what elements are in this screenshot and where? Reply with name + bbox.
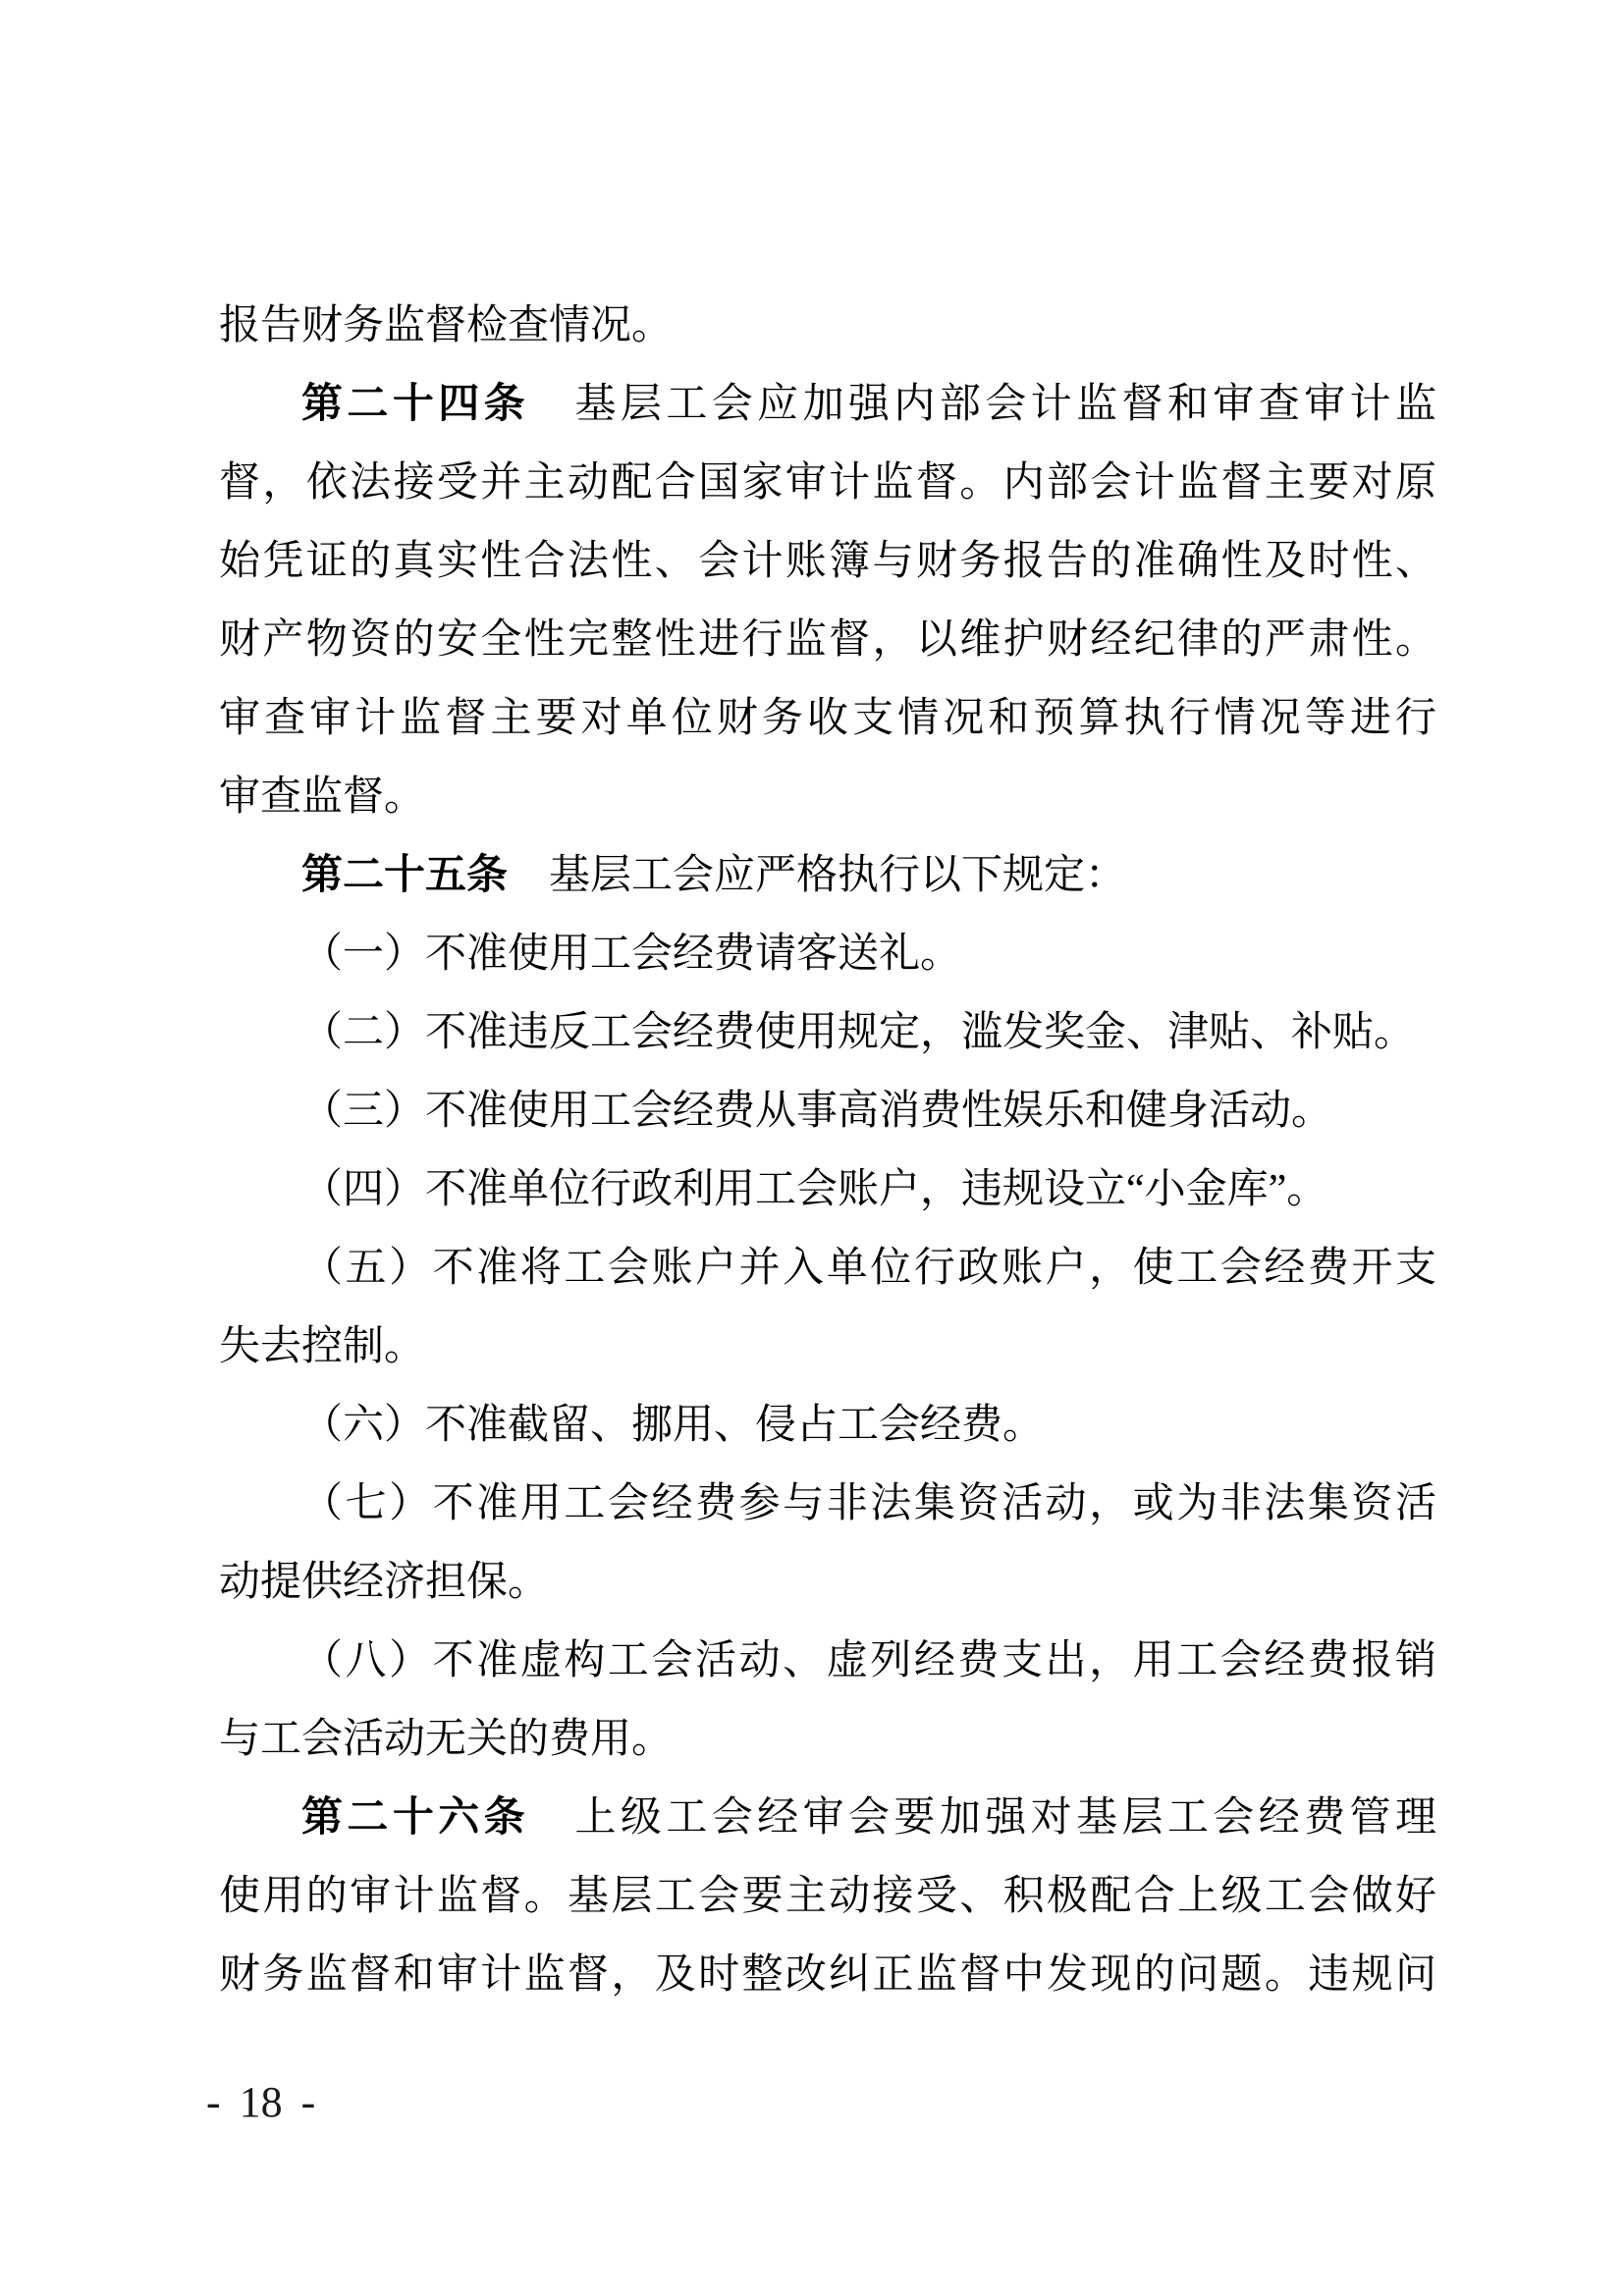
text-line <box>219 444 1436 522</box>
text-line <box>219 1543 1436 1622</box>
text-line <box>219 1465 1436 1543</box>
article-number: 第二十六条 <box>301 1795 530 1841</box>
text-line <box>219 1857 1436 1936</box>
line-text: 基层工会应严格执行以下规定： <box>508 853 1127 898</box>
page-number: - 18 - <box>206 2078 316 2126</box>
line-text: 上级工会经审会要加强对基层工会经费管理 <box>529 1795 1436 1841</box>
text-line <box>219 1700 1436 1779</box>
text-line <box>219 836 1436 915</box>
text-line <box>219 679 1436 758</box>
text-line <box>219 1150 1436 1229</box>
line-text: （四）不准单位行政利用工会账户，违规设立“小金库”。 <box>301 1167 1328 1212</box>
article-number: 第二十四条 <box>301 382 530 427</box>
text-line <box>219 993 1436 1072</box>
line-text: 失去控制。 <box>219 1324 426 1369</box>
line-text: 财产物资的安全性完整性进行监督，以维护财经纪律的严肃性。 <box>219 617 1436 663</box>
text-line <box>219 758 1436 836</box>
text-line <box>219 915 1436 993</box>
text-line <box>219 1936 1436 2014</box>
line-text: 督，依法接受并主动配合国家审计监督。内部会计监督主要对原 <box>219 460 1436 506</box>
line-text: （八）不准虚构工会活动、虚列经费支出，用工会经费报销 <box>301 1638 1436 1683</box>
line-text: 财务监督和审计监督，及时整改纠正监督中发现的问题。违规问 <box>219 1952 1436 1998</box>
text-line <box>219 1308 1436 1386</box>
line-text: （三）不准使用工会经费从事高消费性娱乐和健身活动。 <box>301 1089 1333 1134</box>
text-line <box>219 522 1436 601</box>
text-line <box>219 1386 1436 1465</box>
line-text: 审查监督。 <box>219 774 426 820</box>
text-line <box>219 365 1436 444</box>
line-text: 审查审计监督主要对单位财务收支情况和预算执行情况等进行 <box>219 696 1436 741</box>
article-number: 第二十五条 <box>301 853 509 898</box>
line-text: （五）不准将工会账户并入单位行政账户，使工会经费开支 <box>301 1246 1436 1291</box>
text-line <box>219 1622 1436 1700</box>
line-text: 使用的审计监督。基层工会要主动接受、积极配合上级工会做好 <box>219 1874 1436 1919</box>
line-text: 动提供经济担保。 <box>219 1560 550 1605</box>
line-text: 与工会活动无关的费用。 <box>219 1717 674 1762</box>
line-text: 基层工会应加强内部会计监督和审查审计监 <box>529 382 1436 427</box>
text-line <box>219 601 1436 679</box>
line-text: （七）不准用工会经费参与非法集资活动，或为非法集资活 <box>301 1481 1436 1526</box>
line-text: 始凭证的真实性合法性、会计账簿与财务报告的准确性及时性、 <box>219 539 1436 584</box>
line-text: （二）不准违反工会经费使用规定，滥发奖金、津贴、补贴。 <box>301 1010 1416 1055</box>
text-line <box>219 1229 1436 1308</box>
line-text: （六）不准截留、挪用、侵占工会经费。 <box>301 1403 1045 1448</box>
line-text: 报告财务监督检查情况。 <box>219 303 674 348</box>
text-line <box>219 1779 1436 1857</box>
line-text: （一）不准使用工会经费请客送礼。 <box>301 932 962 977</box>
document-body <box>219 287 1436 2014</box>
text-line <box>219 287 1436 365</box>
text-line <box>219 1072 1436 1150</box>
